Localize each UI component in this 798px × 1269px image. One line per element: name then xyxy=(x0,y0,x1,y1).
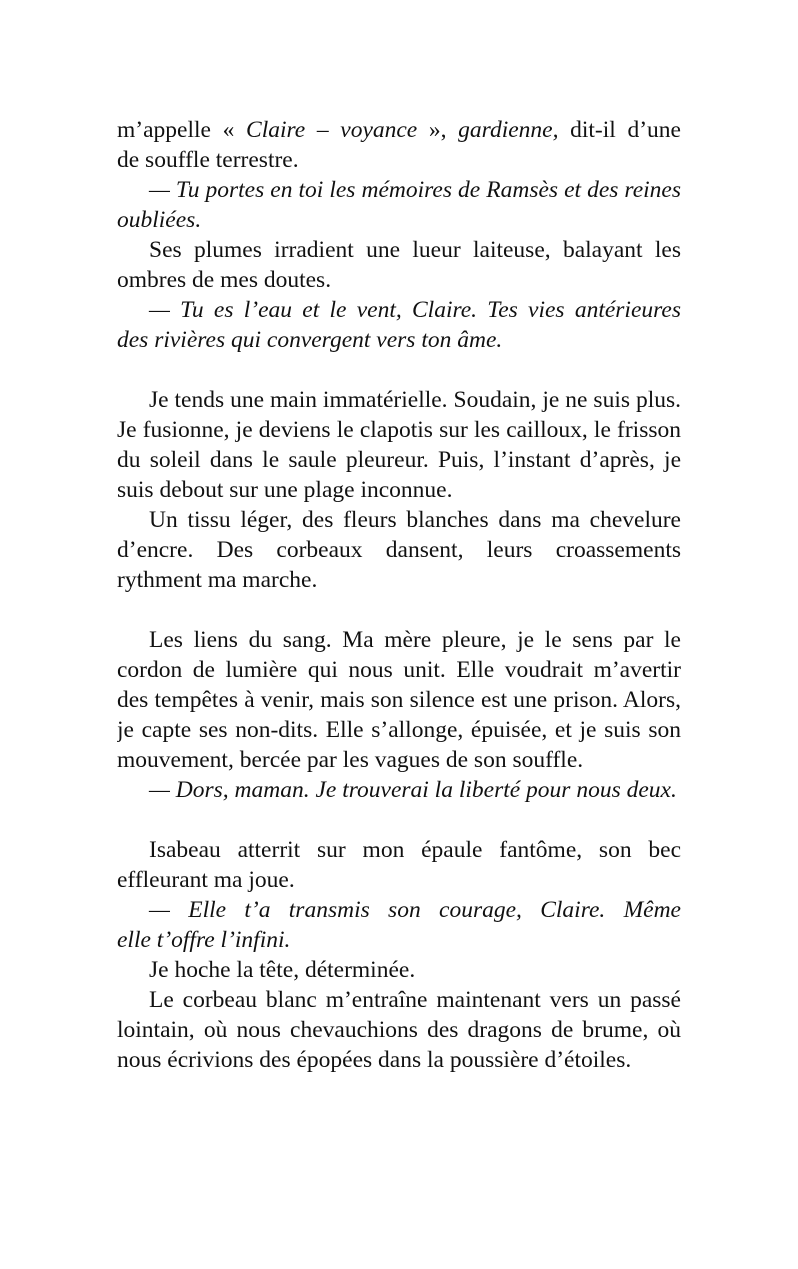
text-line xyxy=(117,865,681,895)
text-segment: nous écrivions des épopées dans la poussière d’étoiles. xyxy=(117,1047,632,1073)
text-segment: Le corbeau blanc m’entraîne maintenant vers un passé xyxy=(149,987,681,1013)
text-line xyxy=(117,895,681,925)
italic-text: oubliées. xyxy=(117,207,202,233)
text-line xyxy=(117,475,681,505)
text-line xyxy=(117,145,681,175)
text-segment: Je hoche la tête, déterminée. xyxy=(149,957,416,983)
italic-text: — Tu portes en toi les mémoires de Ramsès et des reines xyxy=(149,177,681,203)
text-segment: je capte ses non-dits. Elle s’allonge, épuisée, et je suis son xyxy=(117,717,681,743)
text-line xyxy=(117,745,681,775)
text-line xyxy=(117,835,681,865)
italic-text: elle t’offre l’infini. xyxy=(117,927,291,953)
paragraph-gap xyxy=(117,805,681,835)
text-segment: suis debout sur une plage inconnue. xyxy=(117,477,453,503)
text-segment: rythment ma marche. xyxy=(117,567,318,593)
text-line xyxy=(117,925,681,955)
text-line xyxy=(117,415,681,445)
text-line xyxy=(117,505,681,535)
text-line xyxy=(117,535,681,565)
text-line xyxy=(117,625,681,655)
text-line xyxy=(117,325,681,355)
text-segment: cordon de lumière qui nous unit. Elle voudrait m’avertir xyxy=(117,657,681,683)
text-segment: ombres de mes doutes. xyxy=(117,267,332,293)
italic-text: Claire – voyance xyxy=(246,117,418,143)
text-line xyxy=(117,265,681,295)
text-segment: dit-il d’une xyxy=(570,117,681,143)
text-line xyxy=(117,385,681,415)
text-line xyxy=(117,685,681,715)
text-segment: Ses plumes irradient une lueur laiteuse, balayant les xyxy=(149,237,681,263)
text-line xyxy=(117,955,681,985)
text-line xyxy=(117,295,681,325)
text-segment: m’appelle « xyxy=(117,117,247,143)
text-segment: lointain, où nous chevauchions des dragons de brume, où xyxy=(117,1017,681,1043)
text-line xyxy=(117,175,681,205)
text-segment: », xyxy=(417,117,459,143)
paragraph-gap xyxy=(117,355,681,385)
text-segment: Je fusionne, je deviens le clapotis sur les cailloux, le frisson xyxy=(117,417,681,443)
text-line xyxy=(117,205,681,235)
text-line xyxy=(117,445,681,475)
text-segment: du soleil dans le saule pleureur. Puis, l’instant d’après, je xyxy=(117,447,681,473)
italic-text: — Tu es l’eau et le vent, Claire. Tes vies antérieures xyxy=(149,297,681,323)
text-line xyxy=(117,565,681,595)
text-segment: effleurant ma joue. xyxy=(117,867,295,893)
text-line xyxy=(117,775,681,805)
italic-text: des rivières qui convergent vers ton âme. xyxy=(117,327,503,353)
text-line xyxy=(117,235,681,265)
italic-text: gardienne, xyxy=(458,117,559,143)
text-line xyxy=(117,985,681,1015)
italic-text: — Elle t’a transmis son courage, Claire. Même xyxy=(149,897,681,923)
italic-text: — Dors, maman. Je trouverai la liberté pour nous deux. xyxy=(149,777,677,803)
text-segment: Isabeau atterrit sur mon épaule fantôme, son bec xyxy=(149,837,681,863)
paragraph-gap xyxy=(117,595,681,625)
book-page xyxy=(117,115,681,1075)
text-segment: d’encre. Des corbeaux dansent, leurs croassements xyxy=(117,537,681,563)
text-line xyxy=(117,1045,681,1075)
text-segment: Un tissu léger, des fleurs blanches dans ma chevelure xyxy=(149,507,681,533)
text-segment: Je tends une main immatérielle. Soudain, je ne suis plus. xyxy=(149,387,681,413)
text-line xyxy=(117,715,681,745)
text-segment: Les liens du sang. Ma mère pleure, je le sens par le xyxy=(149,627,681,653)
text-line xyxy=(117,115,681,145)
text-line xyxy=(117,1015,681,1045)
text-segment: des tempêtes à venir, mais son silence est une prison. Alors, xyxy=(117,687,681,713)
text-line xyxy=(117,655,681,685)
text-segment: de souffle terrestre. xyxy=(117,147,299,173)
text-segment: mouvement, bercée par les vagues de son souffle. xyxy=(117,747,584,773)
